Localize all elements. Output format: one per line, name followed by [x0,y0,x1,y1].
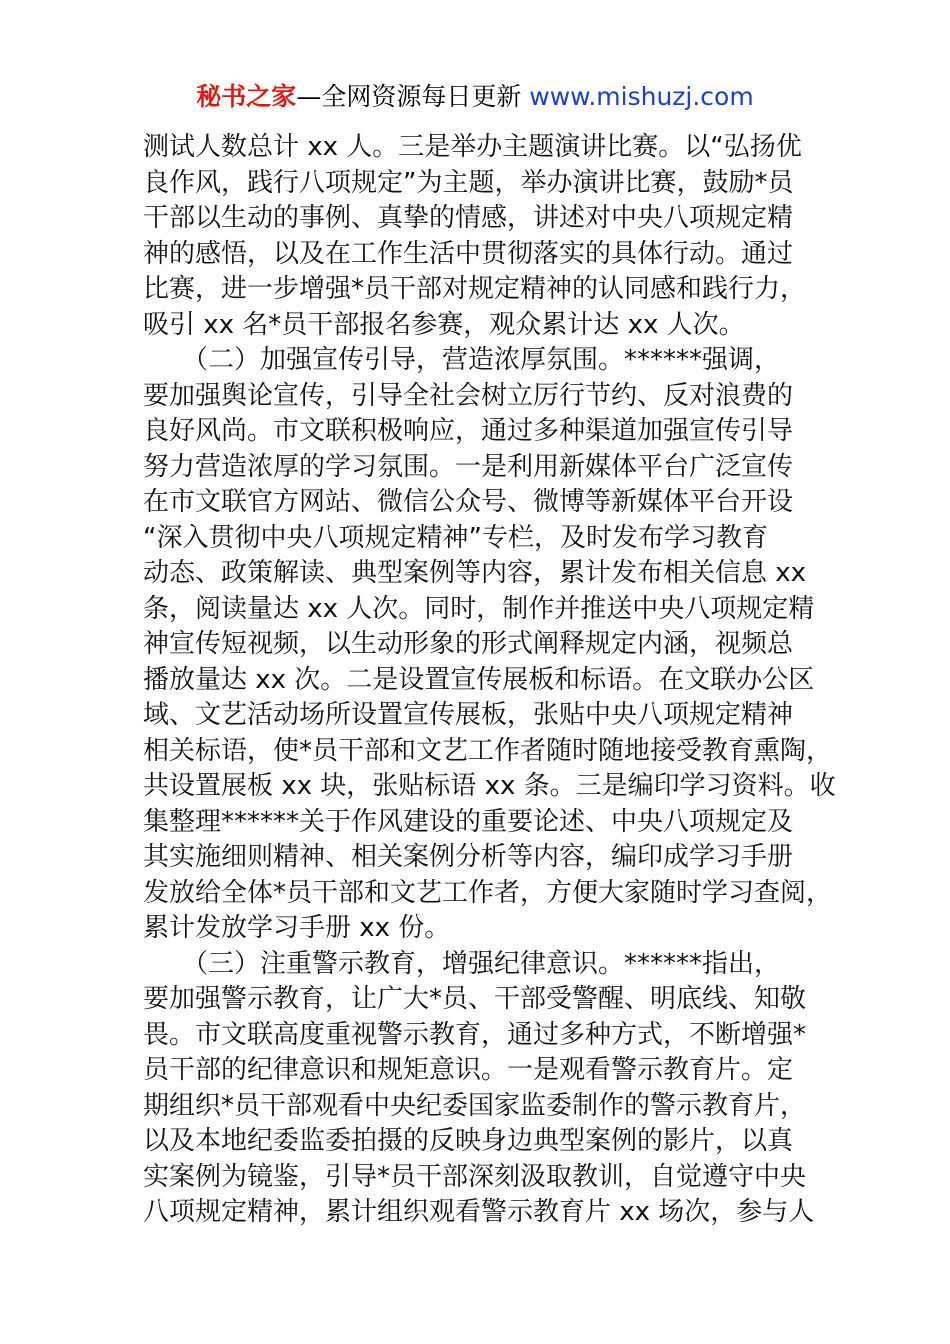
text-line: 相关标语，使*员干部和文艺工作者随时随地接受教育熏陶， [143,735,833,766]
site-url[interactable]: www.mishuzj.com [529,82,754,111]
text-line: 要加强舆论宣传，引导全社会树立厉行节约、反对浪费的 [143,380,794,411]
text-line: 良好风尚。市文联积极响应，通过多种渠道加强宣传引导 [143,416,794,446]
text-line: 集整理******关于作风建设的重要论述、中央八项规定及 [143,806,794,837]
text-line: 干部以生动的事例、真挚的情感，讲述对中央八项规定精 [143,203,794,233]
text-line: 共设置展板 xx 块，张贴标语 xx 条。三是编印学习资料。收 [143,771,836,801]
text-line: 要加强警示教育，让广大*员、干部受警醒、明底线、知敬 [143,984,807,1014]
text-line: 比赛，进一步增强*员干部对规定精神的认同感和践行力， [143,274,807,304]
section-heading-3: （三）注重警示教育，增强纪律意识。******指出， [143,948,781,979]
text-line: 神的感悟，以及在工作生活中贯彻落实的具体行动。通过 [143,238,794,269]
brand-name: 秘书之家 [196,82,297,111]
text-line: 条，阅读量达 xx 人次。同时，制作并推送中央八项规定精 [143,593,815,624]
text-line: 员干部的纪律意识和规矩意识。一是观看警示教育片。定 [143,1055,794,1085]
header-tagline: —全网资源每日更新 [296,82,522,111]
text-line: 良作风，践行八项规定”为主题，举办演讲比赛，鼓励*员 [143,167,794,198]
text-line: 在市文联官方网站、微信公众号、微博等新媒体平台开设 [143,487,794,517]
text-line: 以及本地纪委监委拍摄的反映身边典型案例的影片，以真 [143,1126,794,1156]
text-line: 神宣传短视频，以生动形象的形式阐释规定内涵，视频总 [143,629,794,659]
text-line: 吸引 xx 名*员干部报名参赛，观众累计达 xx 人次。 [143,309,745,340]
text-line: 发放给全体*员干部和文艺工作者，方便大家随时学习查阅， [143,877,833,908]
page-header [0,80,950,114]
text-line: “深入贯彻中央八项规定精神”专栏，及时发布学习教育 [143,522,768,553]
text-line: 八项规定精神，累计组织观看警示教育片 xx 场次，参与人 [143,1197,815,1227]
document-body [143,130,836,1231]
text-line: 累计发放学习手册 xx 份。 [143,913,451,943]
text-line: 测试人数总计 xx 人。三是举办主题演讲比赛。以“弘扬优 [143,132,802,162]
section-heading-2: （二）加强宣传引导，营造浓厚氛围。******强调， [143,345,781,375]
text-line: 播放量达 xx 次。二是设置宣传展板和标语。在文联办公区 [143,664,815,695]
text-line: 域、文艺活动场所设置宣传展板，张贴中央八项规定精神 [143,700,794,730]
text-line: 期组织*员干部观看中央纪委国家监委制作的警示教育片， [143,1090,807,1121]
text-line: 畏。市文联高度重视警示教育，通过多种方式，不断增强* [143,1019,807,1050]
text-line: 实案例为镜鉴，引导*员干部深刻汲取教训，自觉遵守中央 [143,1161,807,1192]
text-line: 动态、政策解读、典型案例等内容，累计发布相关信息 xx [143,558,807,588]
text-line: 其实施细则精神、相关案例分析等内容，编印成学习手册 [143,842,794,872]
text-line: 努力营造浓厚的学习氛围。一是利用新媒体平台广泛宣传 [143,451,794,482]
